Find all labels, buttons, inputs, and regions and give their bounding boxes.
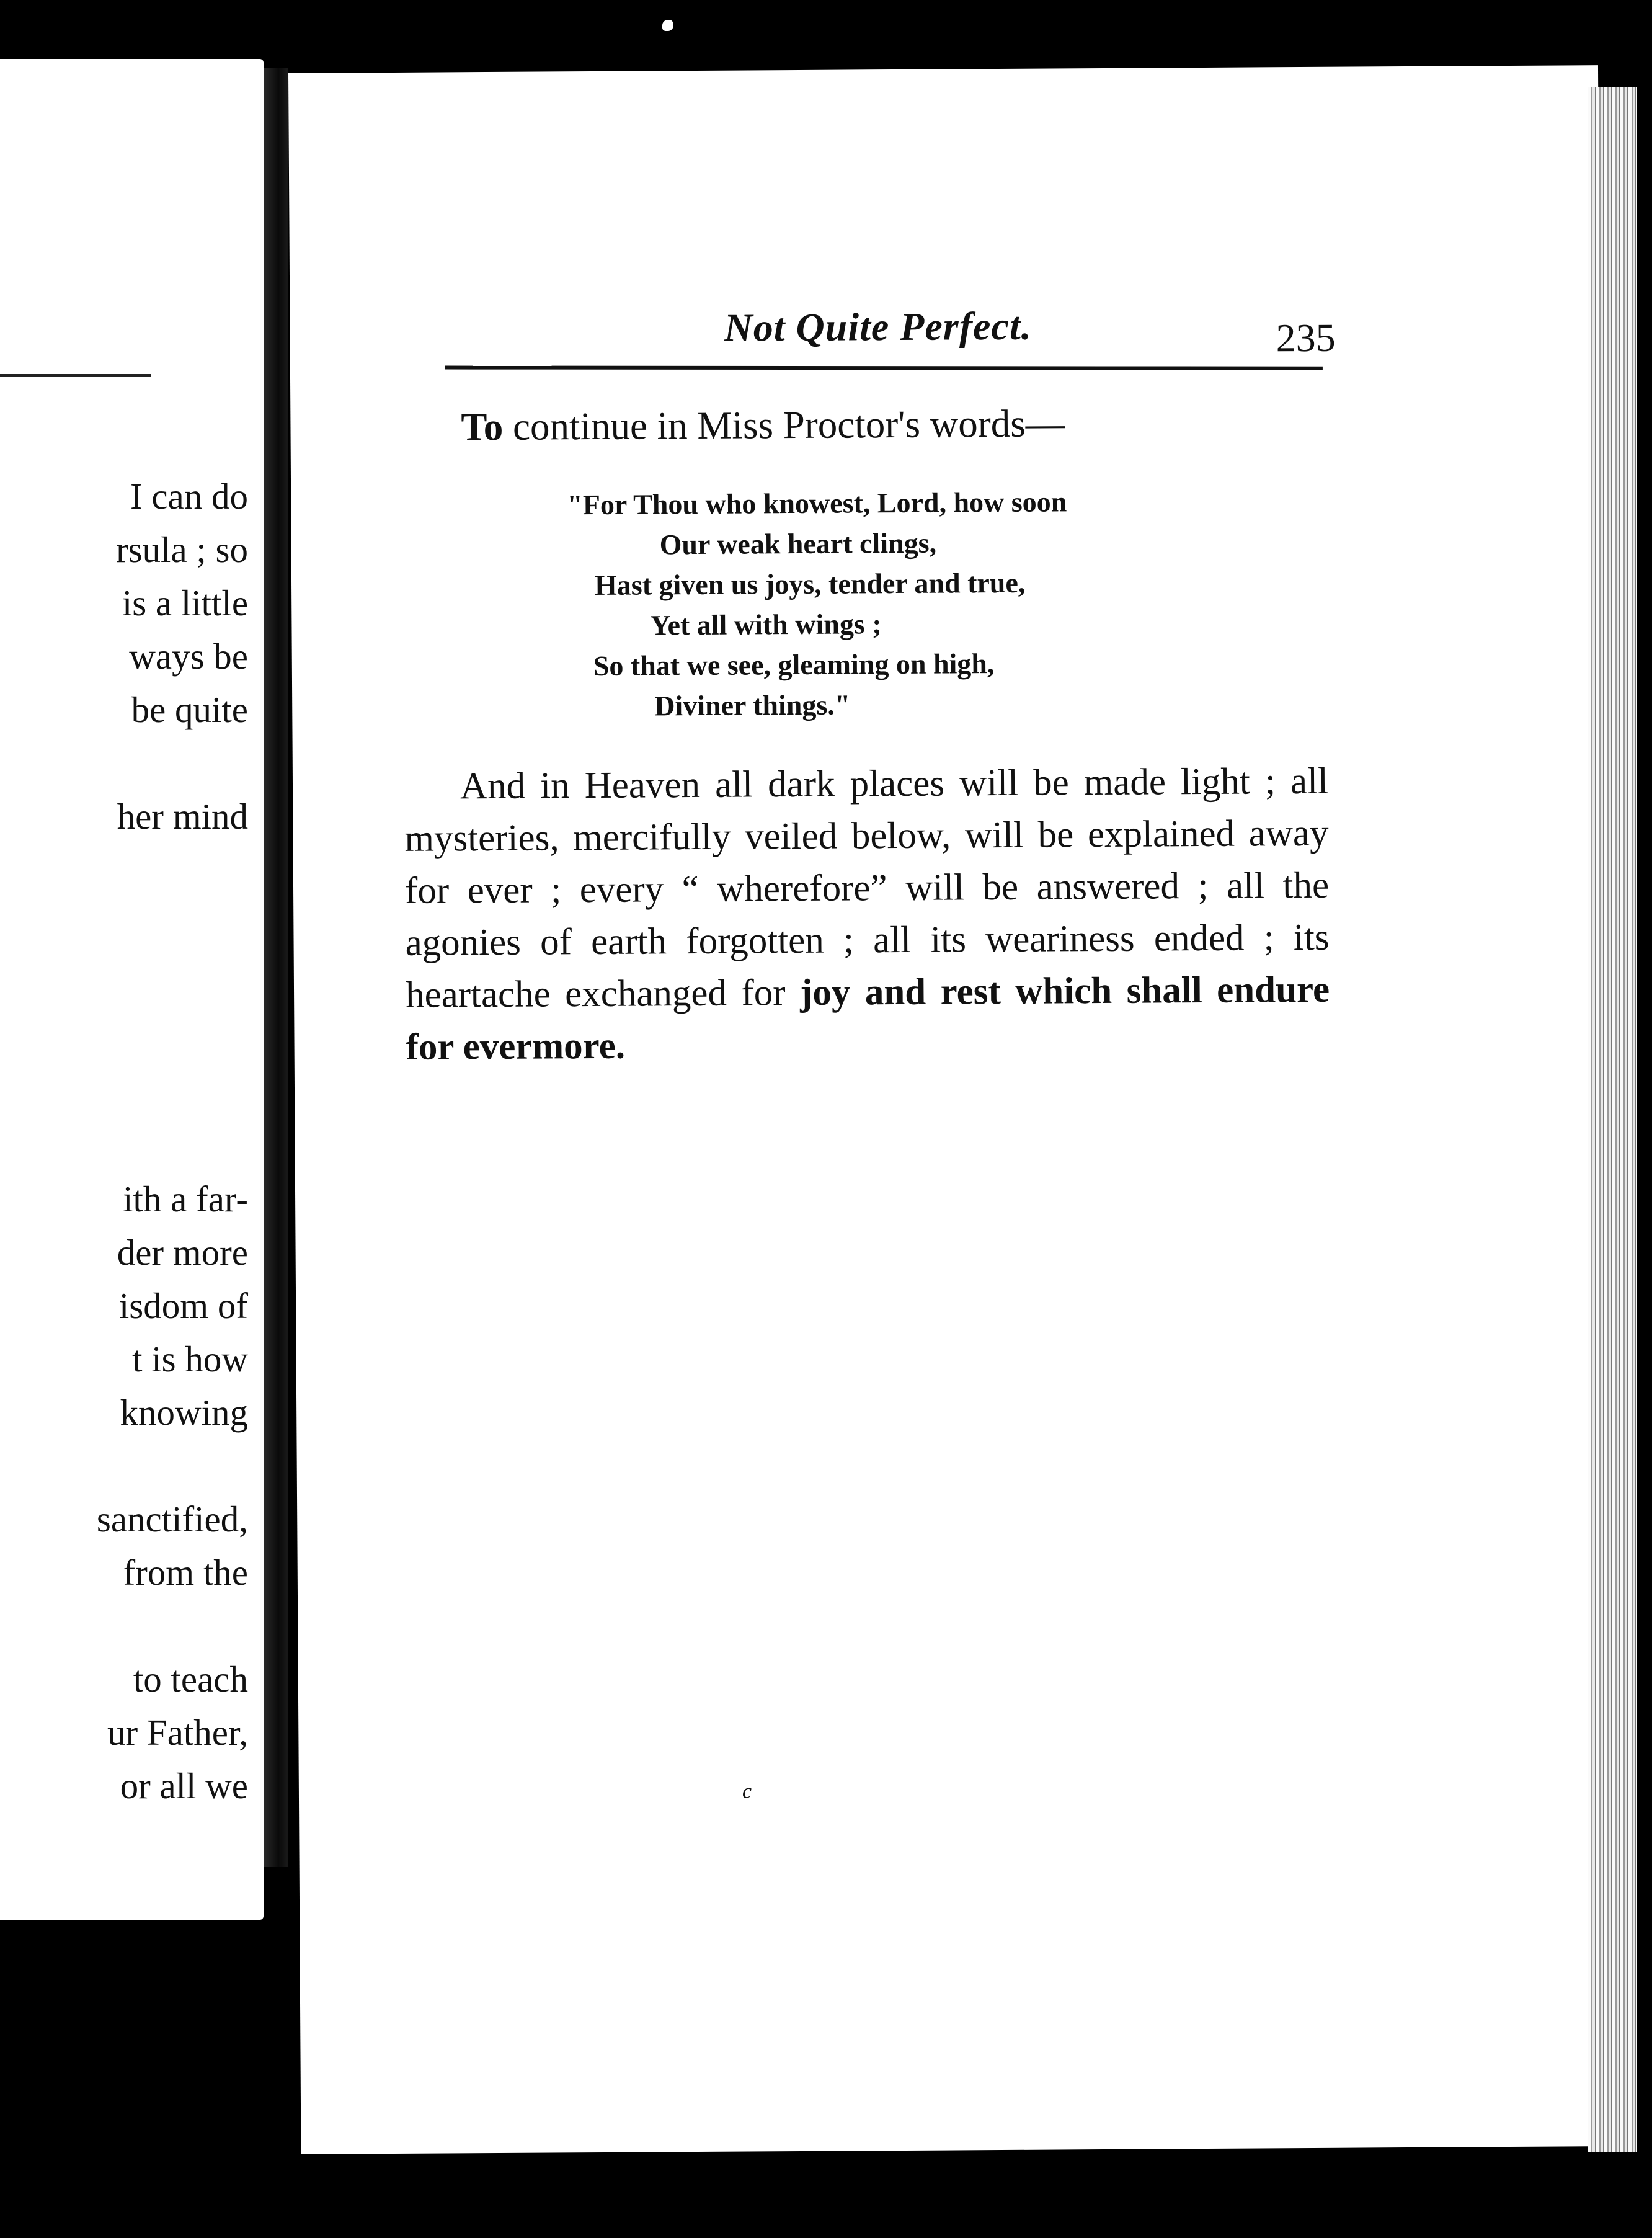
right-page xyxy=(288,65,1610,2154)
paragraph-closing: joy and rest which shall endure for evermore. xyxy=(406,968,1330,1068)
intro-lead: To xyxy=(461,404,504,449)
left-page-line: is a little xyxy=(122,582,248,623)
left-page-line: t is how xyxy=(132,1339,248,1380)
verse-line: "For Thou who knowest, Lord, how soon xyxy=(567,486,1067,521)
verse-line: Diviner things." xyxy=(654,689,851,722)
page-speck: c xyxy=(742,1780,752,1803)
verse-line: Hast given us joys, tender and true, xyxy=(594,566,1026,601)
verse-line: So that we see, gleaming on high, xyxy=(593,648,995,682)
left-page-line: I can do xyxy=(130,476,248,517)
paragraph-body: And in Heaven all dark places will be made light ; all mysteries, mercifully veiled below, will be explained away for ever ; every “ wherefore” will be answered ; all the agonies of earth forgotten ; all its weariness ended ; its heartache exchanged for xyxy=(404,760,1330,1016)
left-page-line: isdom of xyxy=(118,1285,248,1326)
header-rule xyxy=(445,366,1323,370)
running-header: Not Quite Perfect. xyxy=(724,303,1032,350)
left-page-line: to teach xyxy=(133,1659,248,1700)
left-header-rule xyxy=(0,374,151,377)
verse-line: Yet all with wings ; xyxy=(650,608,882,641)
left-page-line: or all we xyxy=(120,1765,248,1806)
left-page-line: sanctified, xyxy=(96,1499,248,1540)
book-gutter xyxy=(264,68,288,1867)
verse-line: Our weak heart clings, xyxy=(659,527,937,561)
page-edges xyxy=(1588,87,1637,2152)
left-page-line: der more xyxy=(117,1232,248,1273)
left-page-line: her mind xyxy=(117,796,248,837)
left-page-line: from the xyxy=(123,1552,248,1593)
left-page-line: ur Father, xyxy=(107,1712,248,1753)
left-page-line: be quite xyxy=(131,689,248,730)
scan-speck xyxy=(662,20,673,31)
main-paragraph xyxy=(404,756,1330,1074)
left-page-line: rsula ; so xyxy=(115,529,248,570)
left-page-line: knowing xyxy=(120,1392,248,1433)
intro-line xyxy=(461,401,1065,450)
left-page-line: ways be xyxy=(129,636,248,677)
left-page xyxy=(0,59,264,1920)
page-number: 235 xyxy=(1276,315,1336,360)
left-page-line: ith a far- xyxy=(123,1179,248,1219)
intro-rest: continue in Miss Proctor's words— xyxy=(512,401,1065,448)
